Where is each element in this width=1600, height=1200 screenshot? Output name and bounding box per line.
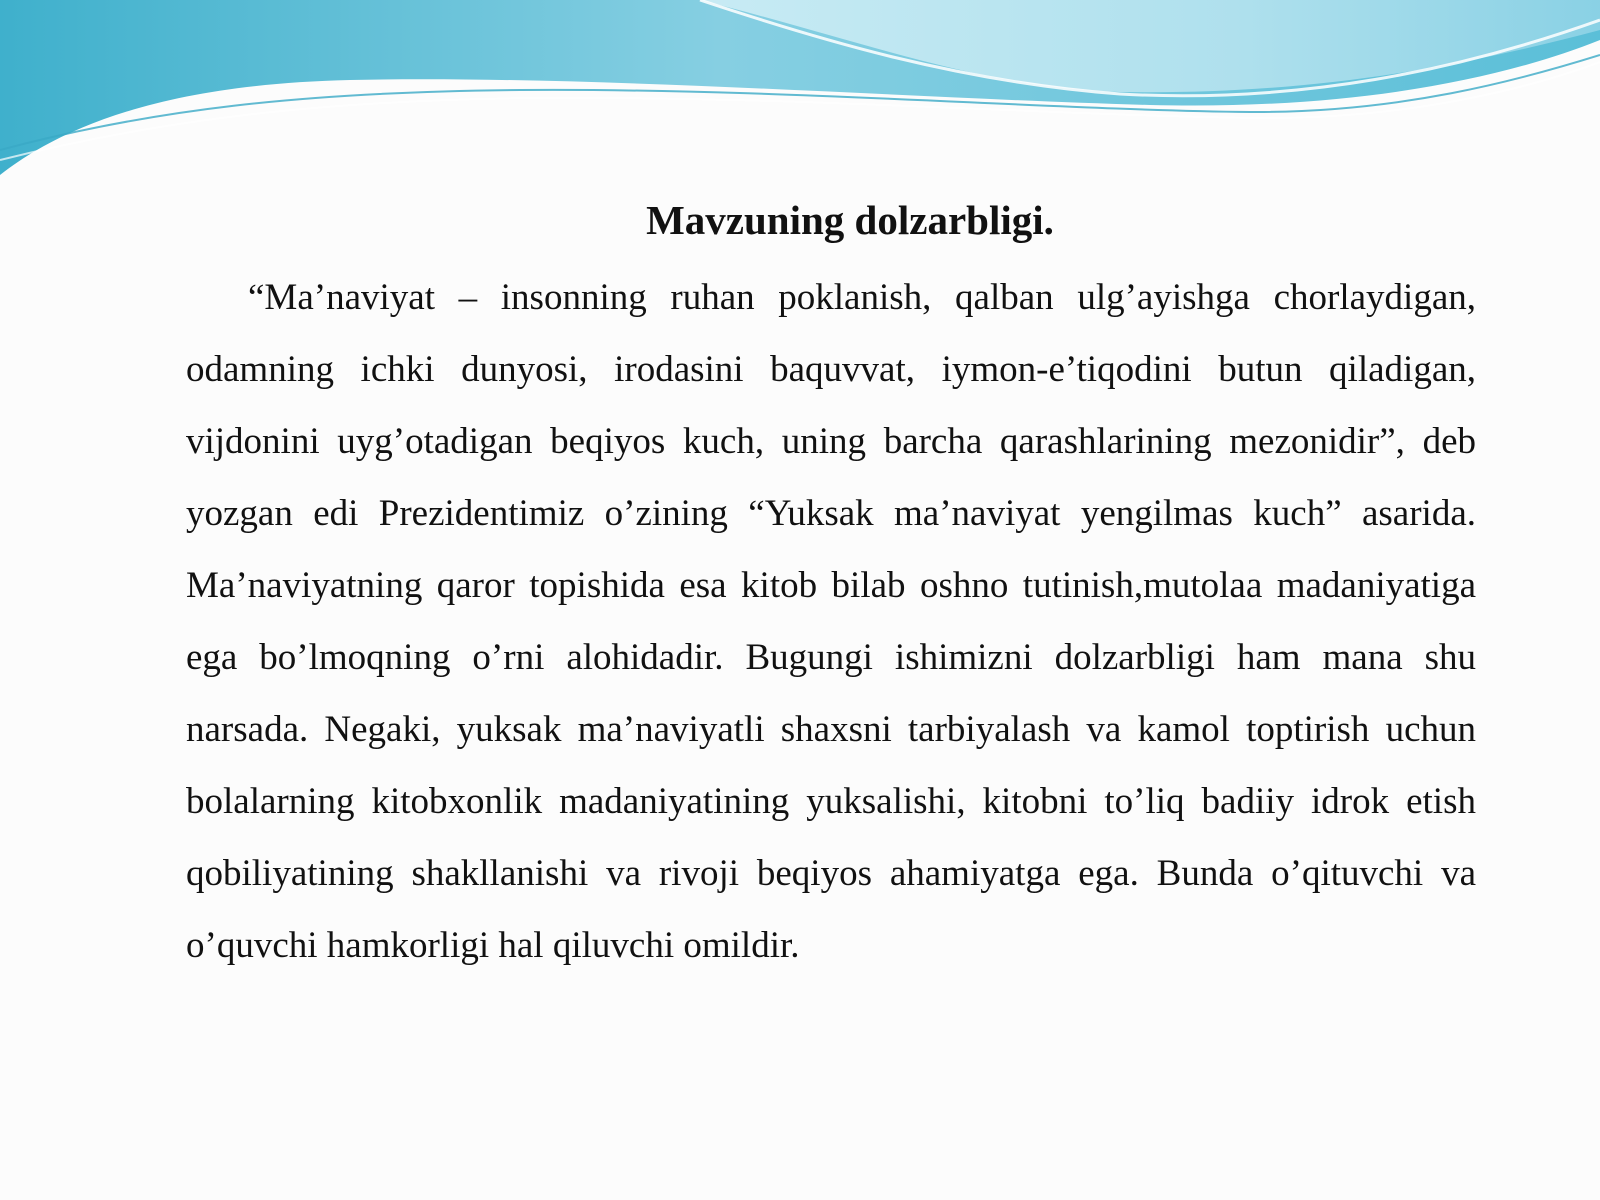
slide-title: Mavzuning dolzarbligi.	[646, 197, 1054, 243]
body-paragraph: “Ma’naviyat – insonning ruhan poklanish, qalban ulg’ayishga chorlaydigan, odamning ichki dunyosi, irodasini baquvvat, iymon-e’tiqodini butun qiladigan, vijdonini uyg’otadigan beqiyos kuch, uning barcha qarashlarining mezonidir”, deb yozgan edi Prezidentimiz o’zining “Yuksak ma’naviyat yengilmas kuch” asarida. Ma’naviyatning qaror topishida esa kitob bilab oshno tutinish,mutolaa madaniyatiga ega bo’lmoqning o’rni alohidadir. Bugungi ishimizni dolzarbligi ham mana shu narsada. Negaki, yuksak ma’naviyatli shaxsni tarbiyalash va kamol toptirish uchun bolalarning kitobxonlik madaniyatining yuksalishi, kitobni to’liq badiiy idrok etish qobiliyatining shakllanishi va rivoji beqiyos ahamiyatga ega. Bunda o’qituvchi va o’quvchi hamkorligi hal qiluvchi omildir.	[186, 277, 1476, 966]
header-wave-decoration	[0, 0, 1600, 200]
